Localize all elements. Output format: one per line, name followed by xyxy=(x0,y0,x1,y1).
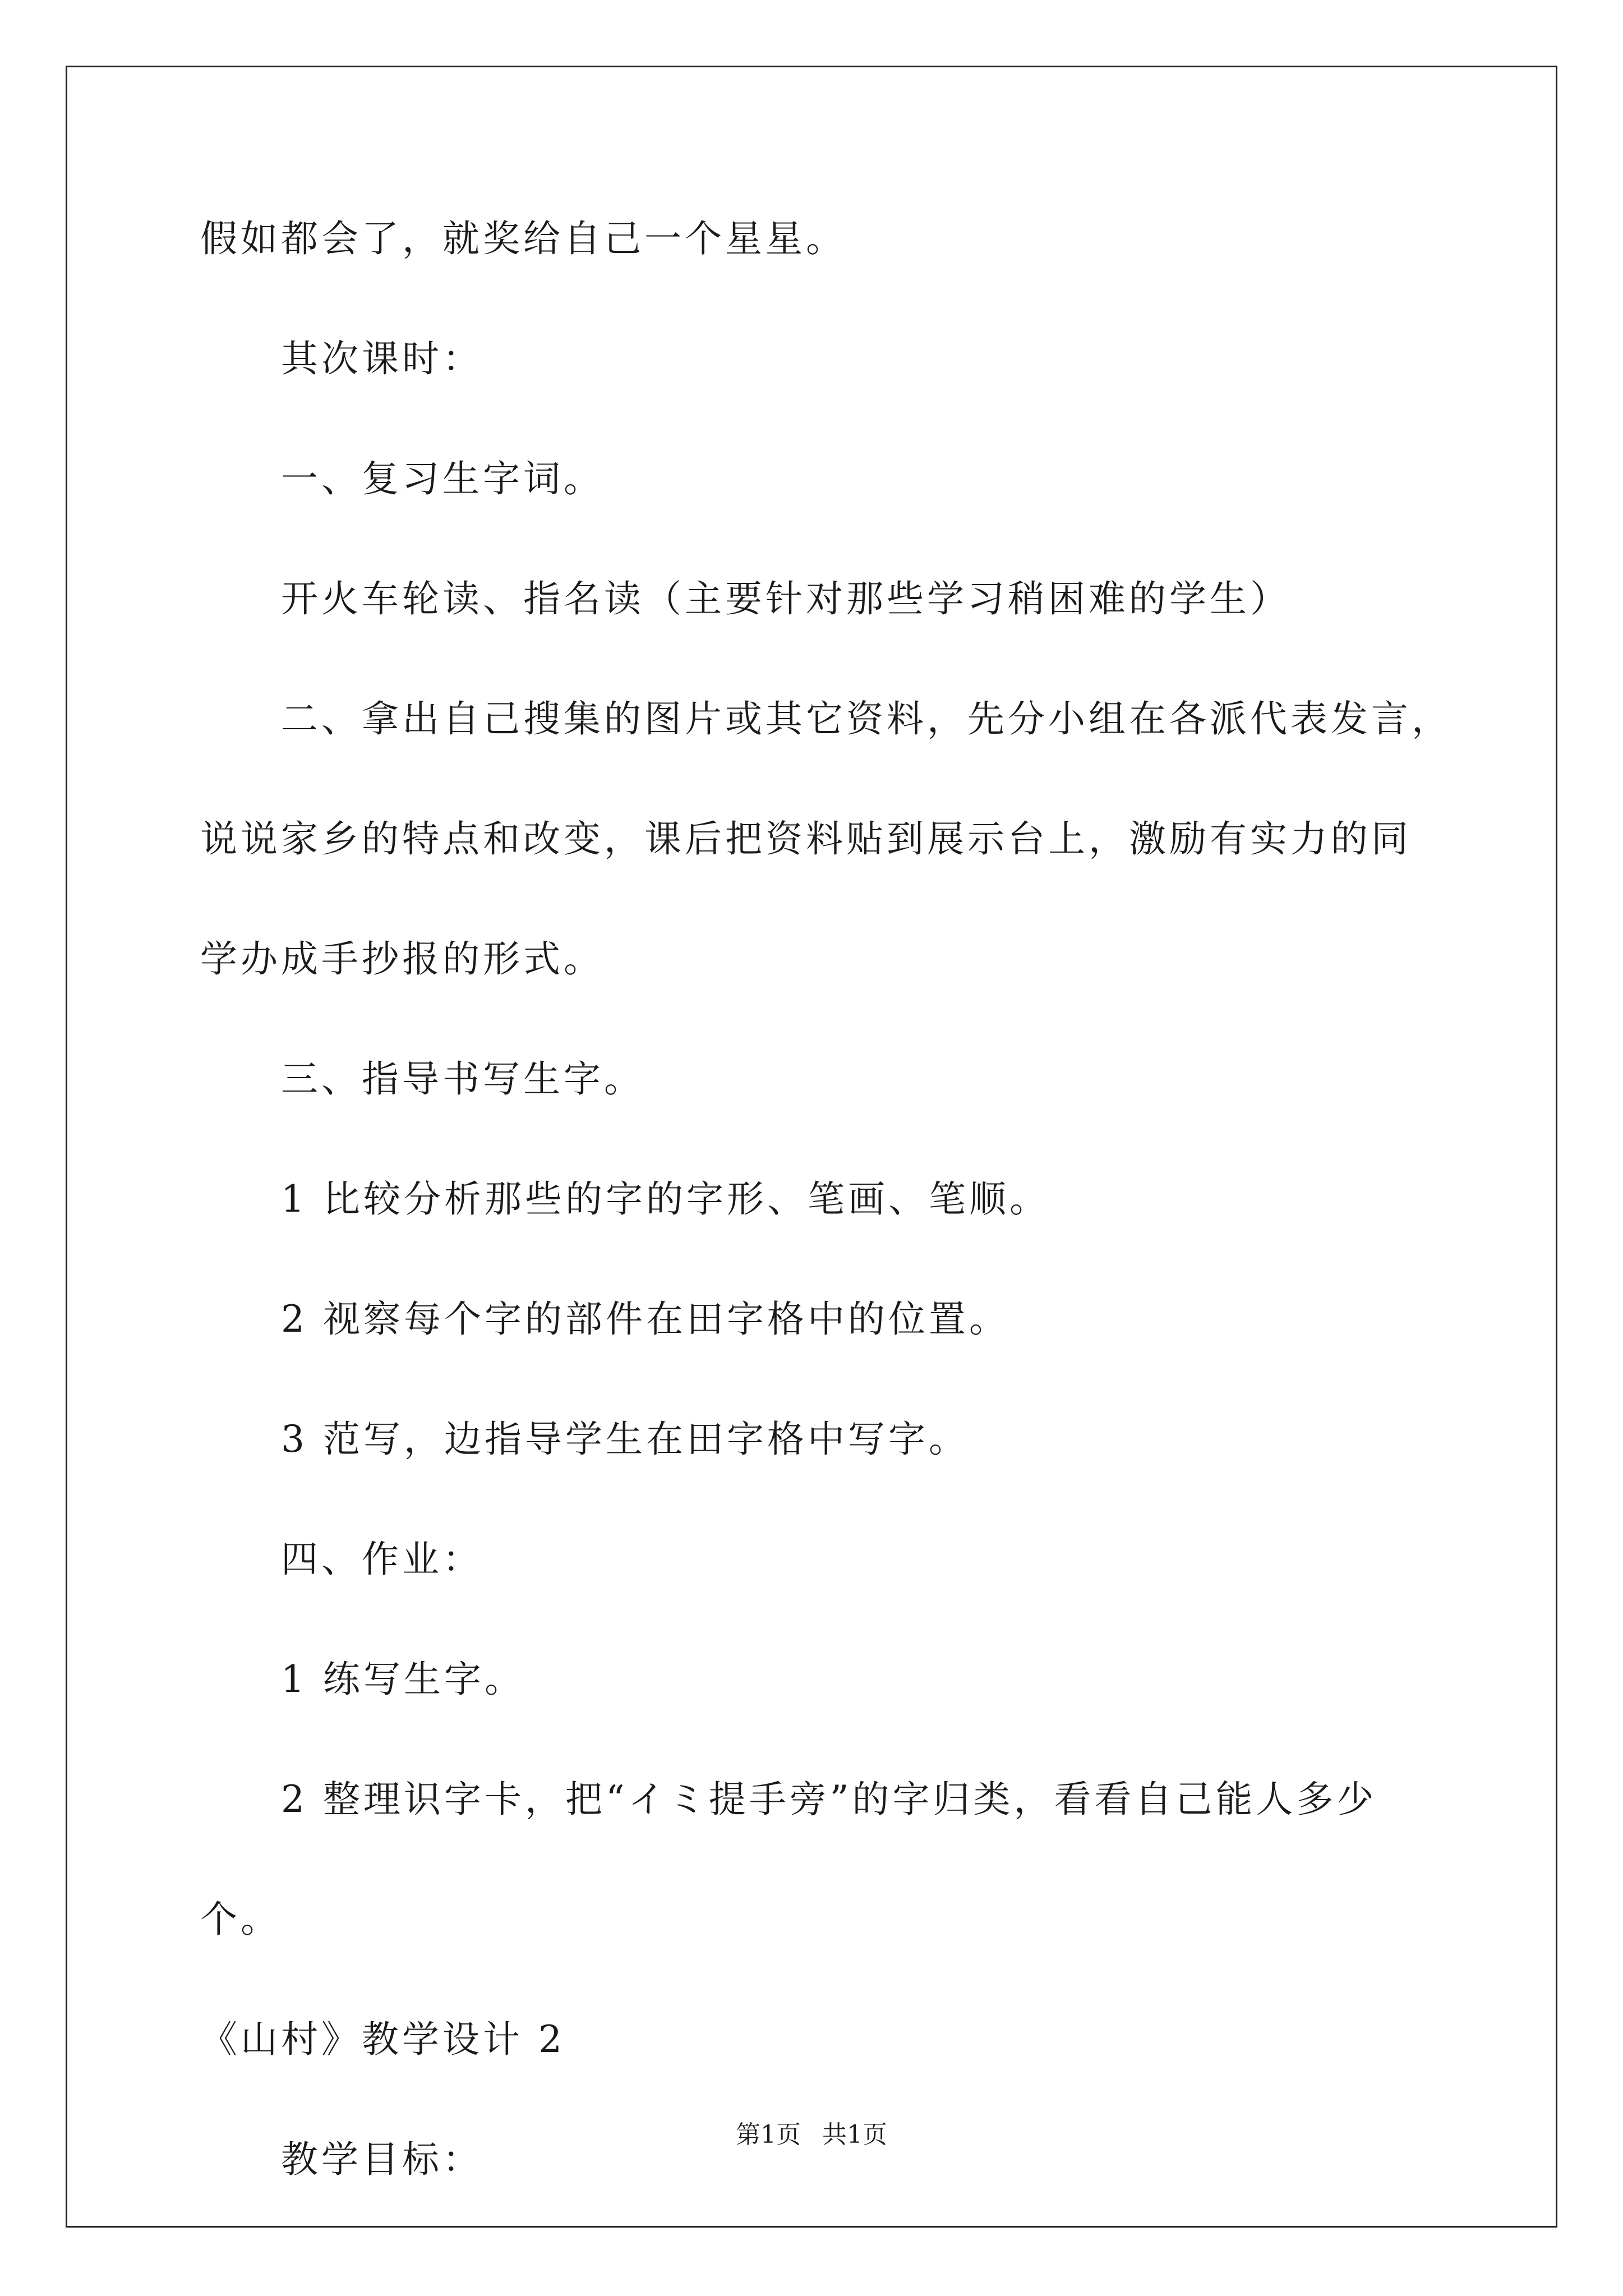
page-footer xyxy=(0,2120,1623,2150)
paragraph-step-1: 一、复习生字词。 xyxy=(281,457,604,500)
paragraph-step-3-item-3: 3 范写，边指导学生在田字格中写字。 xyxy=(281,1418,969,1461)
paragraph-step-4-item-1: 1 练写生字。 xyxy=(281,1658,525,1701)
paragraph-step-4: 四、作业： xyxy=(281,1538,483,1581)
paragraph-continuation: 假如都会了，就奖给自己一个星星。 xyxy=(200,217,846,260)
paragraph-step-3: 三、指导书写生字。 xyxy=(281,1057,644,1101)
paragraph-step-2-line-1: 二、拿出自己搜集的图片或其它资料，先分小组在各派代表发言， xyxy=(281,697,1452,740)
paragraph-step-3-item-2: 2 视察每个字的部件在田字格中的位置。 xyxy=(281,1297,1009,1341)
paragraph-step-2-line-3: 学办成手抄报的形式。 xyxy=(200,937,604,981)
paragraph-objectives: 教学目标： xyxy=(281,2138,483,2181)
paragraph-step-2-line-2: 说说家乡的特点和改变，课后把资料贴到展示台上，激励有实力的同 xyxy=(200,817,1412,861)
section-title: 《山村》教学设计 2 xyxy=(200,2018,565,2061)
paragraph-step-3-item-1: 1 比较分析那些的字的字形、笔画、笔顺。 xyxy=(281,1177,1050,1221)
paragraph-reading: 开火车轮读、指名读（主要针对那些学习稍困难的学生） xyxy=(281,577,1290,620)
page-number-current: 第1页 xyxy=(736,2120,801,2149)
paragraph-step-4-item-2-line-1: 2 整理识字卡，把“イミ提手旁”的字归类，看看自己能人多少 xyxy=(281,1778,1377,1821)
page-number-total: 共1页 xyxy=(822,2120,887,2149)
paragraph-lesson-heading: 其次课时： xyxy=(281,337,483,380)
page-border xyxy=(66,66,1557,2228)
paragraph-step-4-item-2-line-2: 个。 xyxy=(200,1898,281,1941)
